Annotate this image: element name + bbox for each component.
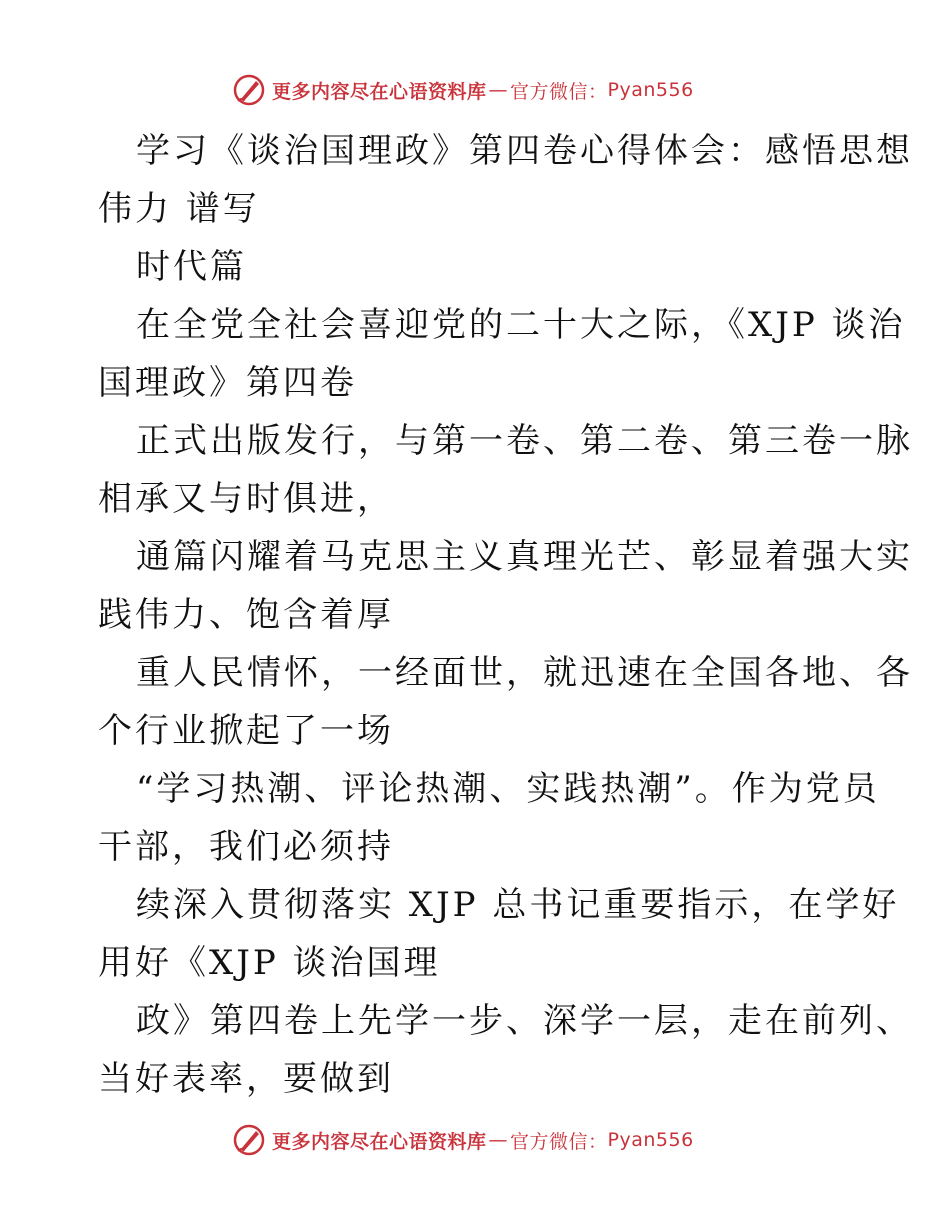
header-wechat-id: Pyan556	[607, 79, 694, 101]
header-site-name: 更多内容尽在心语资料库	[272, 80, 487, 103]
text-line: 时代篇	[136, 247, 247, 287]
text-line: 当好表率，要做到	[98, 1059, 394, 1099]
document-body	[98, 122, 913, 1108]
footer-dash: —	[488, 1129, 509, 1151]
footer-wechat-label: 官方微信：	[510, 1130, 608, 1153]
text-line: 学习《谈治国理政》第四卷心得体会：感悟思想	[136, 131, 913, 171]
text-line: 在全党全社会喜迎党的二十大之际，《XJP 谈治	[136, 305, 906, 345]
text-line: 相承又与时俱进，	[98, 479, 394, 519]
header-wechat-label: 官方微信：	[510, 80, 608, 103]
quill-pen-logo-icon	[232, 73, 266, 107]
text-line: 用好《XJP 谈治国理	[98, 943, 441, 983]
text-line: 通篇闪耀着马克思主义真理光芒、彰显着强大实	[136, 537, 913, 577]
header-banner	[232, 72, 694, 108]
text-line: 续深入贯彻落实 XJP 总书记重要指示，在学好	[136, 885, 900, 925]
text-line: 政》第四卷上先学一步、深学一层，走在前列、	[136, 1001, 913, 1041]
text-line: 干部，我们必须持	[98, 827, 394, 867]
header-dash: —	[488, 79, 509, 101]
text-line: 践伟力、饱含着厚	[98, 595, 394, 635]
text-line: 国理政》第四卷	[98, 363, 357, 403]
text-line: 伟力 谱写	[98, 189, 260, 229]
text-line: 正式出版发行，与第一卷、第二卷、第三卷一脉	[136, 421, 913, 461]
footer-wechat-id: Pyan556	[607, 1129, 694, 1151]
text-line: 个行业掀起了一场	[98, 711, 394, 751]
text-line: “学习热潮、评论热潮、实践热潮”。作为党员	[136, 769, 880, 809]
text-line: 重人民情怀，一经面世，就迅速在全国各地、各	[136, 653, 913, 693]
footer-site-name: 更多内容尽在心语资料库	[272, 1130, 487, 1153]
quill-pen-logo-icon	[232, 1123, 266, 1157]
footer-banner	[232, 1122, 694, 1158]
